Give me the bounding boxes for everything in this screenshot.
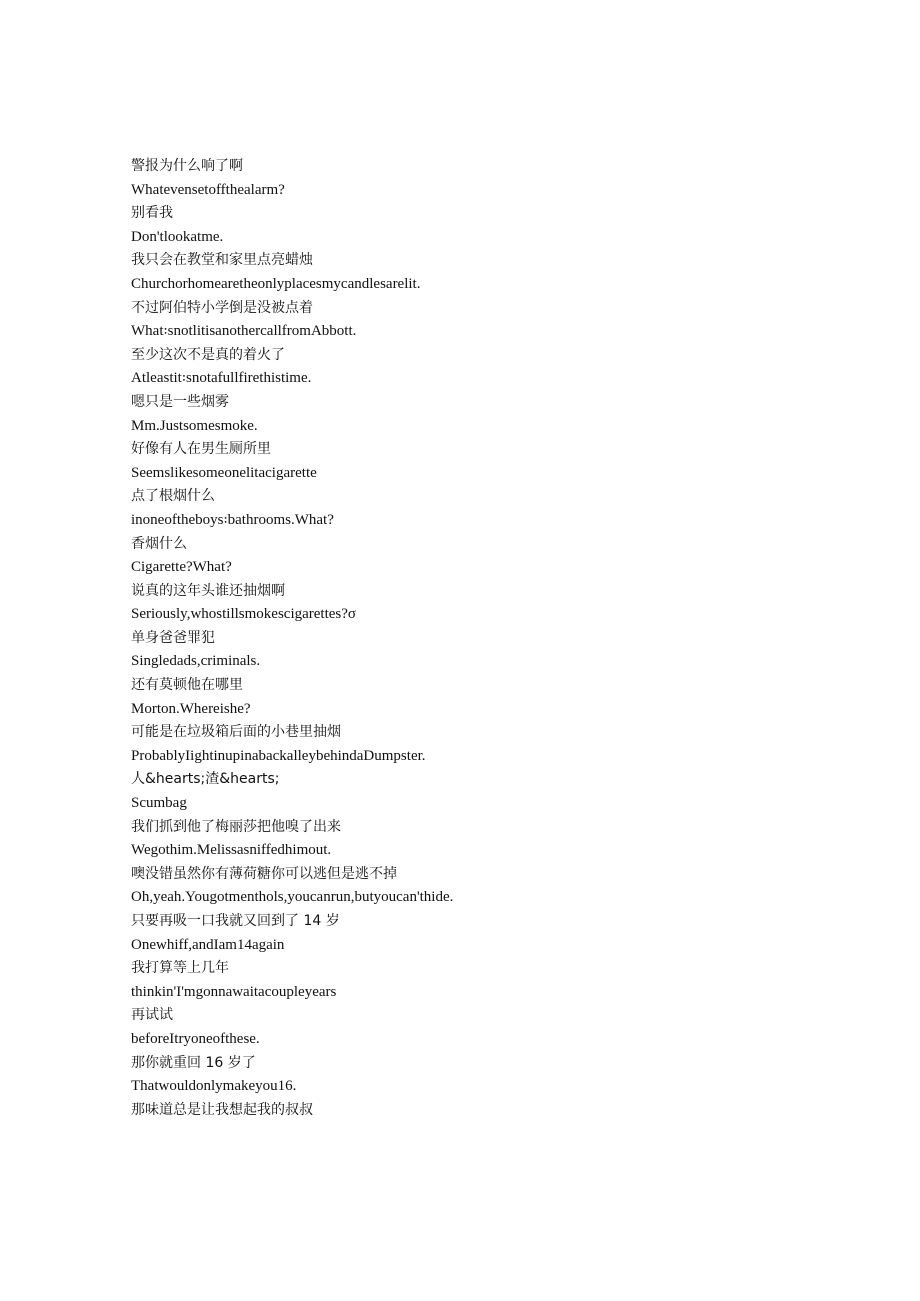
subtitle-line-en: ProbablyIightinupinabackalleybehindaDumpster. — [131, 747, 426, 764]
subtitle-line-en: thinkin'I'mgonnawaitacoupleyears — [131, 983, 337, 1000]
subtitle-line-zh: 单身爸爸罪犯 — [131, 629, 215, 646]
subtitle-line-en: Thatwouldonlymakeyou16. — [131, 1078, 297, 1095]
subtitle-line-zh: 再试试 — [131, 1007, 173, 1024]
subtitle-line-en: Seriously,whostillsmokescigarettes?σ — [131, 606, 356, 623]
subtitle-line-zh: 还有莫顿他在哪里 — [131, 677, 243, 694]
subtitle-line-zh: 只要再吸一口我就又回到了 14 岁 — [131, 913, 340, 929]
subtitle-line-zh: 说真的这年头谁还抽烟啊 — [131, 582, 285, 599]
subtitle-line-zh: 嗯只是一些烟雾 — [131, 393, 229, 410]
subtitle-line-en: Churchorhomearetheonlyplacesmycandlesarelit. — [131, 275, 421, 292]
subtitle-line-en: Onewhiff,andIam14again — [131, 936, 285, 953]
subtitle-line-en: Don'tlookatme. — [131, 228, 224, 245]
subtitle-line-zh: 至少这次不是真的着火了 — [131, 346, 285, 363]
subtitle-line-en: Singledads,criminals. — [131, 653, 261, 670]
subtitle-line-en: Morton.Whereishe? — [131, 700, 251, 717]
subtitle-line-en: Scumbag — [131, 795, 187, 812]
subtitle-line-zh: 我打算等上几年 — [131, 960, 229, 977]
subtitle-line-en: Whatevensetoffthealarm? — [131, 181, 285, 198]
subtitle-line-zh: 那味道总是让我想起我的叔叔 — [131, 1101, 313, 1118]
subtitle-line-zh: 香烟什么 — [131, 535, 187, 552]
subtitle-line-zh: 点了根烟什么 — [131, 488, 215, 505]
subtitle-line-en: Seemslikesomeonelitacigarette — [131, 464, 317, 481]
subtitle-line-zh: 我只会在教堂和家里点亮蜡烛 — [131, 252, 313, 269]
subtitle-line-zh: 我们抓到他了梅丽莎把他嗅了出来 — [131, 818, 341, 835]
subtitle-line-zh: 不过阿伯特小学倒是没被点着 — [131, 299, 313, 316]
subtitle-line-en: inoneoftheboys꞉bathrooms.What? — [131, 511, 334, 528]
subtitle-line-en: Mm.Justsomesmoke. — [131, 417, 258, 434]
subtitle-line-en: Atleastit꞉snotafullfirethistime. — [131, 370, 312, 387]
subtitle-line-zh: 人&hearts;渣&hearts; — [131, 771, 280, 788]
subtitle-line-zh: 可能是在垃圾箱后面的小巷里抽烟 — [131, 724, 341, 741]
subtitle-line-en: Wegothim.Melissasniffedhimout. — [131, 842, 332, 859]
subtitle-line-en: beforeItryoneofthese. — [131, 1030, 260, 1047]
subtitle-line-zh: 警报为什么响了啊 — [131, 158, 243, 174]
subtitle-line-zh: 噢没错虽然你有薄荷糖你可以逃但是逃不掉 — [131, 865, 397, 882]
subtitle-line-en: Cigarette?What? — [131, 559, 232, 576]
subtitle-line-zh: 好像有人在男生厕所里 — [131, 441, 271, 458]
subtitle-line-en: What꞉snotlitisanothercallfromAbbott. — [131, 323, 357, 340]
subtitle-line-zh: 那你就重回 16 岁了 — [131, 1054, 256, 1071]
subtitle-line-zh: 别看我 — [131, 205, 173, 222]
document-page — [131, 155, 831, 1122]
subtitle-line-en: Oh,yeah.Yougotmenthols,youcanrun,butyoucan'thide. — [131, 889, 454, 906]
